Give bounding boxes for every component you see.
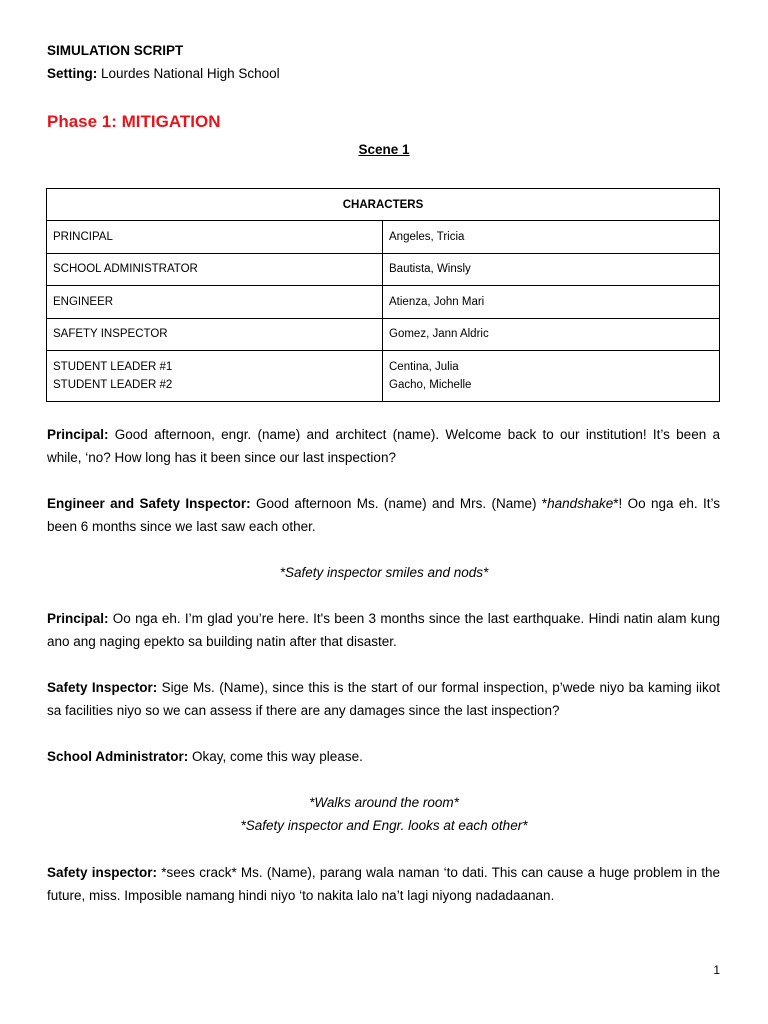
speaker-name: Safety inspector: — [47, 865, 157, 880]
speaker-name: Engineer and Safety Inspector: — [47, 496, 251, 511]
phase-heading: Phase 1: MITIGATION — [47, 112, 221, 131]
actor-cell: Angeles, Tricia — [383, 221, 720, 254]
dialogue-text: Okay, come this way please. — [188, 749, 363, 764]
script-line — [47, 492, 720, 538]
stage-direction: *Safety inspector and Engr. looks at each other* — [240, 818, 528, 833]
dialogue-text: Sige Ms. (Name), since this is the start of our formal inspection, p’wede niyo ba kaming iikot sa facilities niyo so we can assess if there are any damages since the last inspection? — [47, 680, 721, 718]
setting-line — [47, 66, 280, 81]
actor-line: Centina, Julia — [389, 360, 459, 373]
role-line: STUDENT LEADER #2 — [53, 379, 173, 391]
script-line — [47, 745, 720, 768]
characters-table — [46, 188, 720, 402]
table-row — [47, 318, 720, 351]
role-cell: SAFETY INSPECTOR — [47, 318, 383, 351]
role-cell: PRINCIPAL — [47, 221, 383, 254]
dialogue-text: *! Oo nga eh. It’s been 6 months since we last saw each other. — [47, 496, 720, 534]
script-line — [47, 676, 720, 722]
speaker-name: School Administrator: — [47, 749, 189, 764]
document-title: SIMULATION SCRIPT — [47, 43, 184, 58]
stage-direction: *Safety inspector smiles and nods* — [279, 565, 489, 580]
dialogue-text: Good afternoon Ms. (name) and Mrs. (Name) * — [250, 496, 548, 511]
actor-cell — [383, 351, 720, 402]
table-row — [47, 286, 720, 319]
role-cell: SCHOOL ADMINISTRATOR — [47, 253, 383, 286]
script-line — [47, 607, 720, 653]
actor-cell: Atienza, John Mari — [383, 286, 720, 319]
actor-cell: Bautista, Winsly — [383, 253, 720, 286]
table-header: CHARACTERS — [47, 189, 720, 221]
actor-cell: Gomez, Jann Aldric — [383, 318, 720, 351]
dialogue-text: Good afternoon, engr. (name) and architect (name). Welcome back to our institution! It’s been a while, ‘no? How long has it been since our last inspection? — [47, 427, 720, 465]
dialogue-text: Oo nga eh. I’m glad you’re here. It's been 3 months since the last earthquake. Hindi natin alam kung ano ang naging epekto sa building natin after that disaster. — [47, 611, 720, 649]
speaker-name: Principal: — [47, 611, 109, 626]
speaker-name: Principal: — [47, 427, 109, 442]
setting-value: Lourdes National High School — [101, 66, 280, 81]
dialogue-text: *sees crack* Ms. (Name), parang wala naman ‘to dati. This can cause a huge problem in the future, miss. Imposible namang hindi niyo ‘to nakita lalo na’t lagi niyong nadadaanan. — [47, 865, 720, 903]
speaker-name: Safety Inspector: — [47, 680, 158, 695]
page-number: 1 — [713, 963, 720, 977]
table-row — [47, 351, 720, 402]
script-line — [47, 861, 720, 907]
role-cell: ENGINEER — [47, 286, 383, 319]
table-row — [47, 253, 720, 286]
table-row — [47, 221, 720, 254]
scene-heading: Scene 1 — [358, 142, 410, 157]
setting-label: Setting: — [47, 66, 98, 81]
role-line: STUDENT LEADER #1 — [53, 360, 173, 373]
actor-line: Gacho, Michelle — [389, 379, 472, 391]
table-header-row — [47, 189, 720, 221]
dialogue-emphasis: handshake — [547, 496, 614, 511]
role-cell — [47, 351, 383, 402]
stage-direction: *Walks around the room* — [309, 795, 459, 810]
script-line — [47, 423, 720, 469]
